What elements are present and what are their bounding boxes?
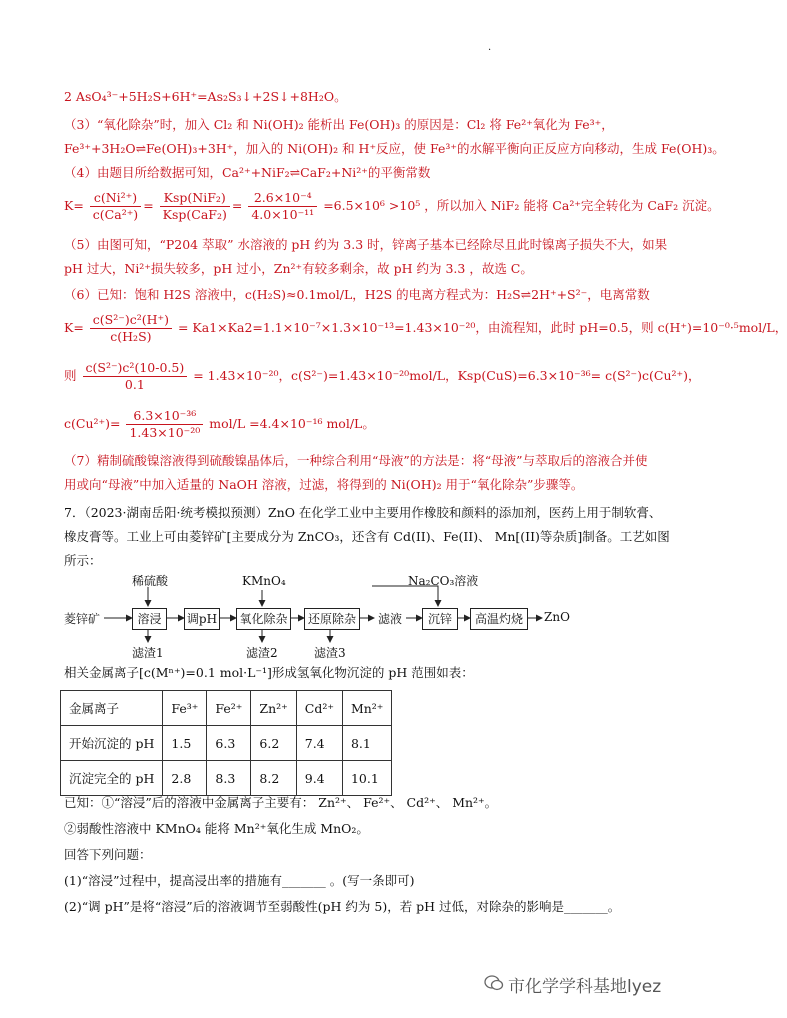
answer-line-2: （3）“氧化除杂”时，加入 Cl₂ 和 Ni(OH)₂ 能析出 Fe(OH)₃ 的原因是：Cl₂ 将 Fe²⁺氧化为 Fe³⁺， xyxy=(64,117,614,132)
k-prefix: K= xyxy=(64,198,84,213)
table-row xyxy=(61,726,392,761)
answer-line-4: （4）由题目所给数据可知，Ca²⁺+NiF₂⇌CaF₂+Ni²⁺的平衡常数 xyxy=(64,165,431,180)
header-dot: . xyxy=(488,42,492,53)
question-part-2: (2)“调 pH”是将“溶浸”后的溶液调节至弱酸性(pH 约为 5)，若 pH 过低，对除杂的影响是_______。 xyxy=(64,899,621,914)
table-header-row xyxy=(61,691,392,726)
reagent-na2co3: Na₂CO₃溶液 xyxy=(408,574,479,588)
answer-line-7: （6）已知：饱和 H2S 溶液中，c(H₂S)≈0.1mol/L，H2S 的电离方程式为：H₂S⇌2H⁺+S²⁻，电离常数 xyxy=(64,287,650,302)
cu-prefix: c(Cu²⁺)= xyxy=(64,416,121,431)
flow-step-calcine: 高温灼烧 xyxy=(470,608,528,630)
k2-tail: = Ka1×Ka2=1.1×10⁻⁷×1.3×10⁻¹³=1.43×10⁻²⁰，由流程知，此时 pH=0.5，则 c(H⁺)=10⁻⁰·⁵mol/L， xyxy=(177,320,787,335)
question-line-3: 所示： xyxy=(64,553,102,568)
flow-filtrate: 滤液 xyxy=(378,612,403,626)
note-line-3: 回答下列问题： xyxy=(64,847,152,862)
table-cell: 1.5 xyxy=(163,726,207,761)
k-tail: =6.5×10⁶ >10⁵ ，所以加入 NiF₂ 能将 Ca²⁺完全转化为 CaF₂ 沉淀。 xyxy=(323,198,720,213)
flow-step-precipitate-zinc: 沉锌 xyxy=(422,608,458,630)
table-cell: 开始沉淀的 pH xyxy=(61,726,163,761)
cu-tail: mol/L =4.4×10⁻¹⁶ mol/L。 xyxy=(209,416,375,431)
answer-line-6: pH 过大，Ni²⁺损失较多，pH 过小，Zn²⁺有较多剩余，故 pH 约为 3.3 ，故选 C。 xyxy=(64,261,533,276)
ze-prefix: 则 xyxy=(64,368,77,383)
residue-2: 滤渣2 xyxy=(246,646,278,660)
table-header: Cd²⁺ xyxy=(296,691,342,726)
process-flow-arrows xyxy=(0,570,720,662)
table-header: Fe³⁺ xyxy=(163,691,207,726)
watermark: 市化学学科基地lyez xyxy=(508,977,662,997)
answer-line-5: （5）由图可知，“P204 萃取” 水溶液的 pH 约为 3.3 时，锌离子基本已经除尽且此时镍离子损失不大，如果 xyxy=(64,237,668,252)
answer-line-8: （7）精制硫酸镍溶液得到硫酸镍晶体后，一种综合利用“母液”的方法是：将“母液”与萃取后的溶液合并使 xyxy=(64,453,648,468)
table-cell: 7.4 xyxy=(296,726,342,761)
table-header: Fe²⁺ xyxy=(207,691,251,726)
table-cell: 2.8 xyxy=(163,761,207,796)
table-cell: 沉淀完全的 pH xyxy=(61,761,163,796)
flow-step-oxidation: 氧化除杂 xyxy=(236,608,291,630)
k2-fraction: $\frac{\text{c(S²⁻)c²(H⁺)}}{\text{c(H₂S)}}$ xyxy=(90,312,172,345)
note-line-2: ②弱酸性溶液中 KMnO₄ 能将 Mn²⁺氧化生成 MnO₂。 xyxy=(64,821,369,836)
table-cell: 9.4 xyxy=(296,761,342,796)
table-cell: 8.2 xyxy=(251,761,296,796)
residue-1: 滤渣1 xyxy=(132,646,164,660)
table-cell: 8.3 xyxy=(207,761,251,796)
wechat-icon xyxy=(484,974,504,992)
k2-prefix: K= xyxy=(64,320,84,335)
sulfide-calc xyxy=(64,360,700,393)
flow-end: ZnO xyxy=(544,610,570,624)
flow-step-leach: 溶浸 xyxy=(132,608,167,630)
question-part-1: (1)“溶浸”过程中，提高浸出率的措施有_______ 。(写一条即可) xyxy=(64,873,415,888)
table-header: 金属离子 xyxy=(61,691,163,726)
flow-start: 菱锌矿 xyxy=(64,612,101,626)
question-line-2: 橡皮膏等。工业上可由菱锌矿[主要成分为 ZnCO₃，还含有 Cd(II)、Fe(II)、 Mn[(II)等杂质]制备。工艺如图 xyxy=(64,529,670,544)
precipitation-ph-table xyxy=(60,690,392,796)
cu-fraction: $\frac{\text{6.3×10⁻³⁶}}{\text{1.43×10⁻²⁰}}$ xyxy=(126,408,203,441)
table-cell: 6.3 xyxy=(207,726,251,761)
residue-3: 滤渣3 xyxy=(314,646,346,660)
table-cell: 6.2 xyxy=(251,726,296,761)
ze-fraction: $\frac{\text{c(S²⁻)c²(10-0.5)}}{0.1}$ xyxy=(83,360,188,393)
k-fraction-3: $\frac{\text{2.6×10⁻⁴}}{\text{4.0×10⁻¹¹}}$ xyxy=(248,190,317,223)
note-line-1: 已知：①“溶浸”后的溶液中金属离子主要有： Zn²⁺、 Fe²⁺、 Cd²⁺、 Mn²⁺。 xyxy=(64,795,498,810)
table-cell: 8.1 xyxy=(342,726,391,761)
question-line-1: 7．（2023·湖南岳阳·统考模拟预测）ZnO 在化学工业中主要用作橡胶和颜料的添加剂，医药上用于制软膏、 xyxy=(64,505,662,520)
answer-line-1: 2 AsO₄³⁻+5H₂S+6H⁺=As₂S₃↓+2S↓+8H₂O。 xyxy=(64,89,347,104)
answer-line-9: 用或向“母液”中加入适量的 NaOH 溶液，过滤，将得到的 Ni(OH)₂ 用于“氧化除杂”步骤等。 xyxy=(64,477,584,492)
table-row xyxy=(61,761,392,796)
k-fraction-2: $\frac{\text{Ksp(NiF₂)}}{\text{Ksp(CaF₂)}}$ xyxy=(160,190,230,223)
table-header: Zn²⁺ xyxy=(251,691,296,726)
ionization-constant-k xyxy=(64,312,787,345)
reagent-kmno4: KMnO₄ xyxy=(242,574,286,588)
flow-step-reduction: 还原除杂 xyxy=(304,608,360,630)
table-intro: 相关金属离子[c(Mⁿ⁺)=0.1 mol·L⁻¹]形成氢氧化物沉淀的 pH 范围如表： xyxy=(64,665,474,680)
table-cell: 10.1 xyxy=(342,761,391,796)
table-header: Mn²⁺ xyxy=(342,691,391,726)
flow-step-adjust-ph: 调pH xyxy=(184,608,220,630)
equilibrium-constant-k: K= $\frac{\text{c(Ni²⁺)}}{\text{c(Ca²⁺)}}$ = $\frac{\text{Ksp(NiF₂)}}{\text{Ksp(CaF₂)}}$ = $\frac{\text{2.6×10⁻⁴}}{\text{4.0×10⁻¹¹}}$ =6.5×10⁶ >10⁵ ，所以加入 NiF₂ 能将 Ca²⁺完全转化为 CaF₂ 沉淀。 xyxy=(64,190,720,222)
reagent-sulfuric-acid: 稀硫酸 xyxy=(132,574,169,588)
copper-calc xyxy=(64,408,375,441)
k-fraction-1: $\frac{\text{c(Ni²⁺)}}{\text{c(Ca²⁺)}}$ xyxy=(90,190,141,223)
answer-line-3: Fe³⁺+3H₂O⇌Fe(OH)₃+3H⁺，加入的 Ni(OH)₂ 和 H⁺反应，使 Fe³⁺的水解平衡向正反应方向移动，生成 Fe(OH)₃。 xyxy=(64,141,725,156)
ze-tail: = 1.43×10⁻²⁰，c(S²⁻)=1.43×10⁻²⁰mol/L，Ksp(CuS)=6.3×10⁻³⁶= c(S²⁻)c(Cu²⁺)， xyxy=(193,368,701,383)
